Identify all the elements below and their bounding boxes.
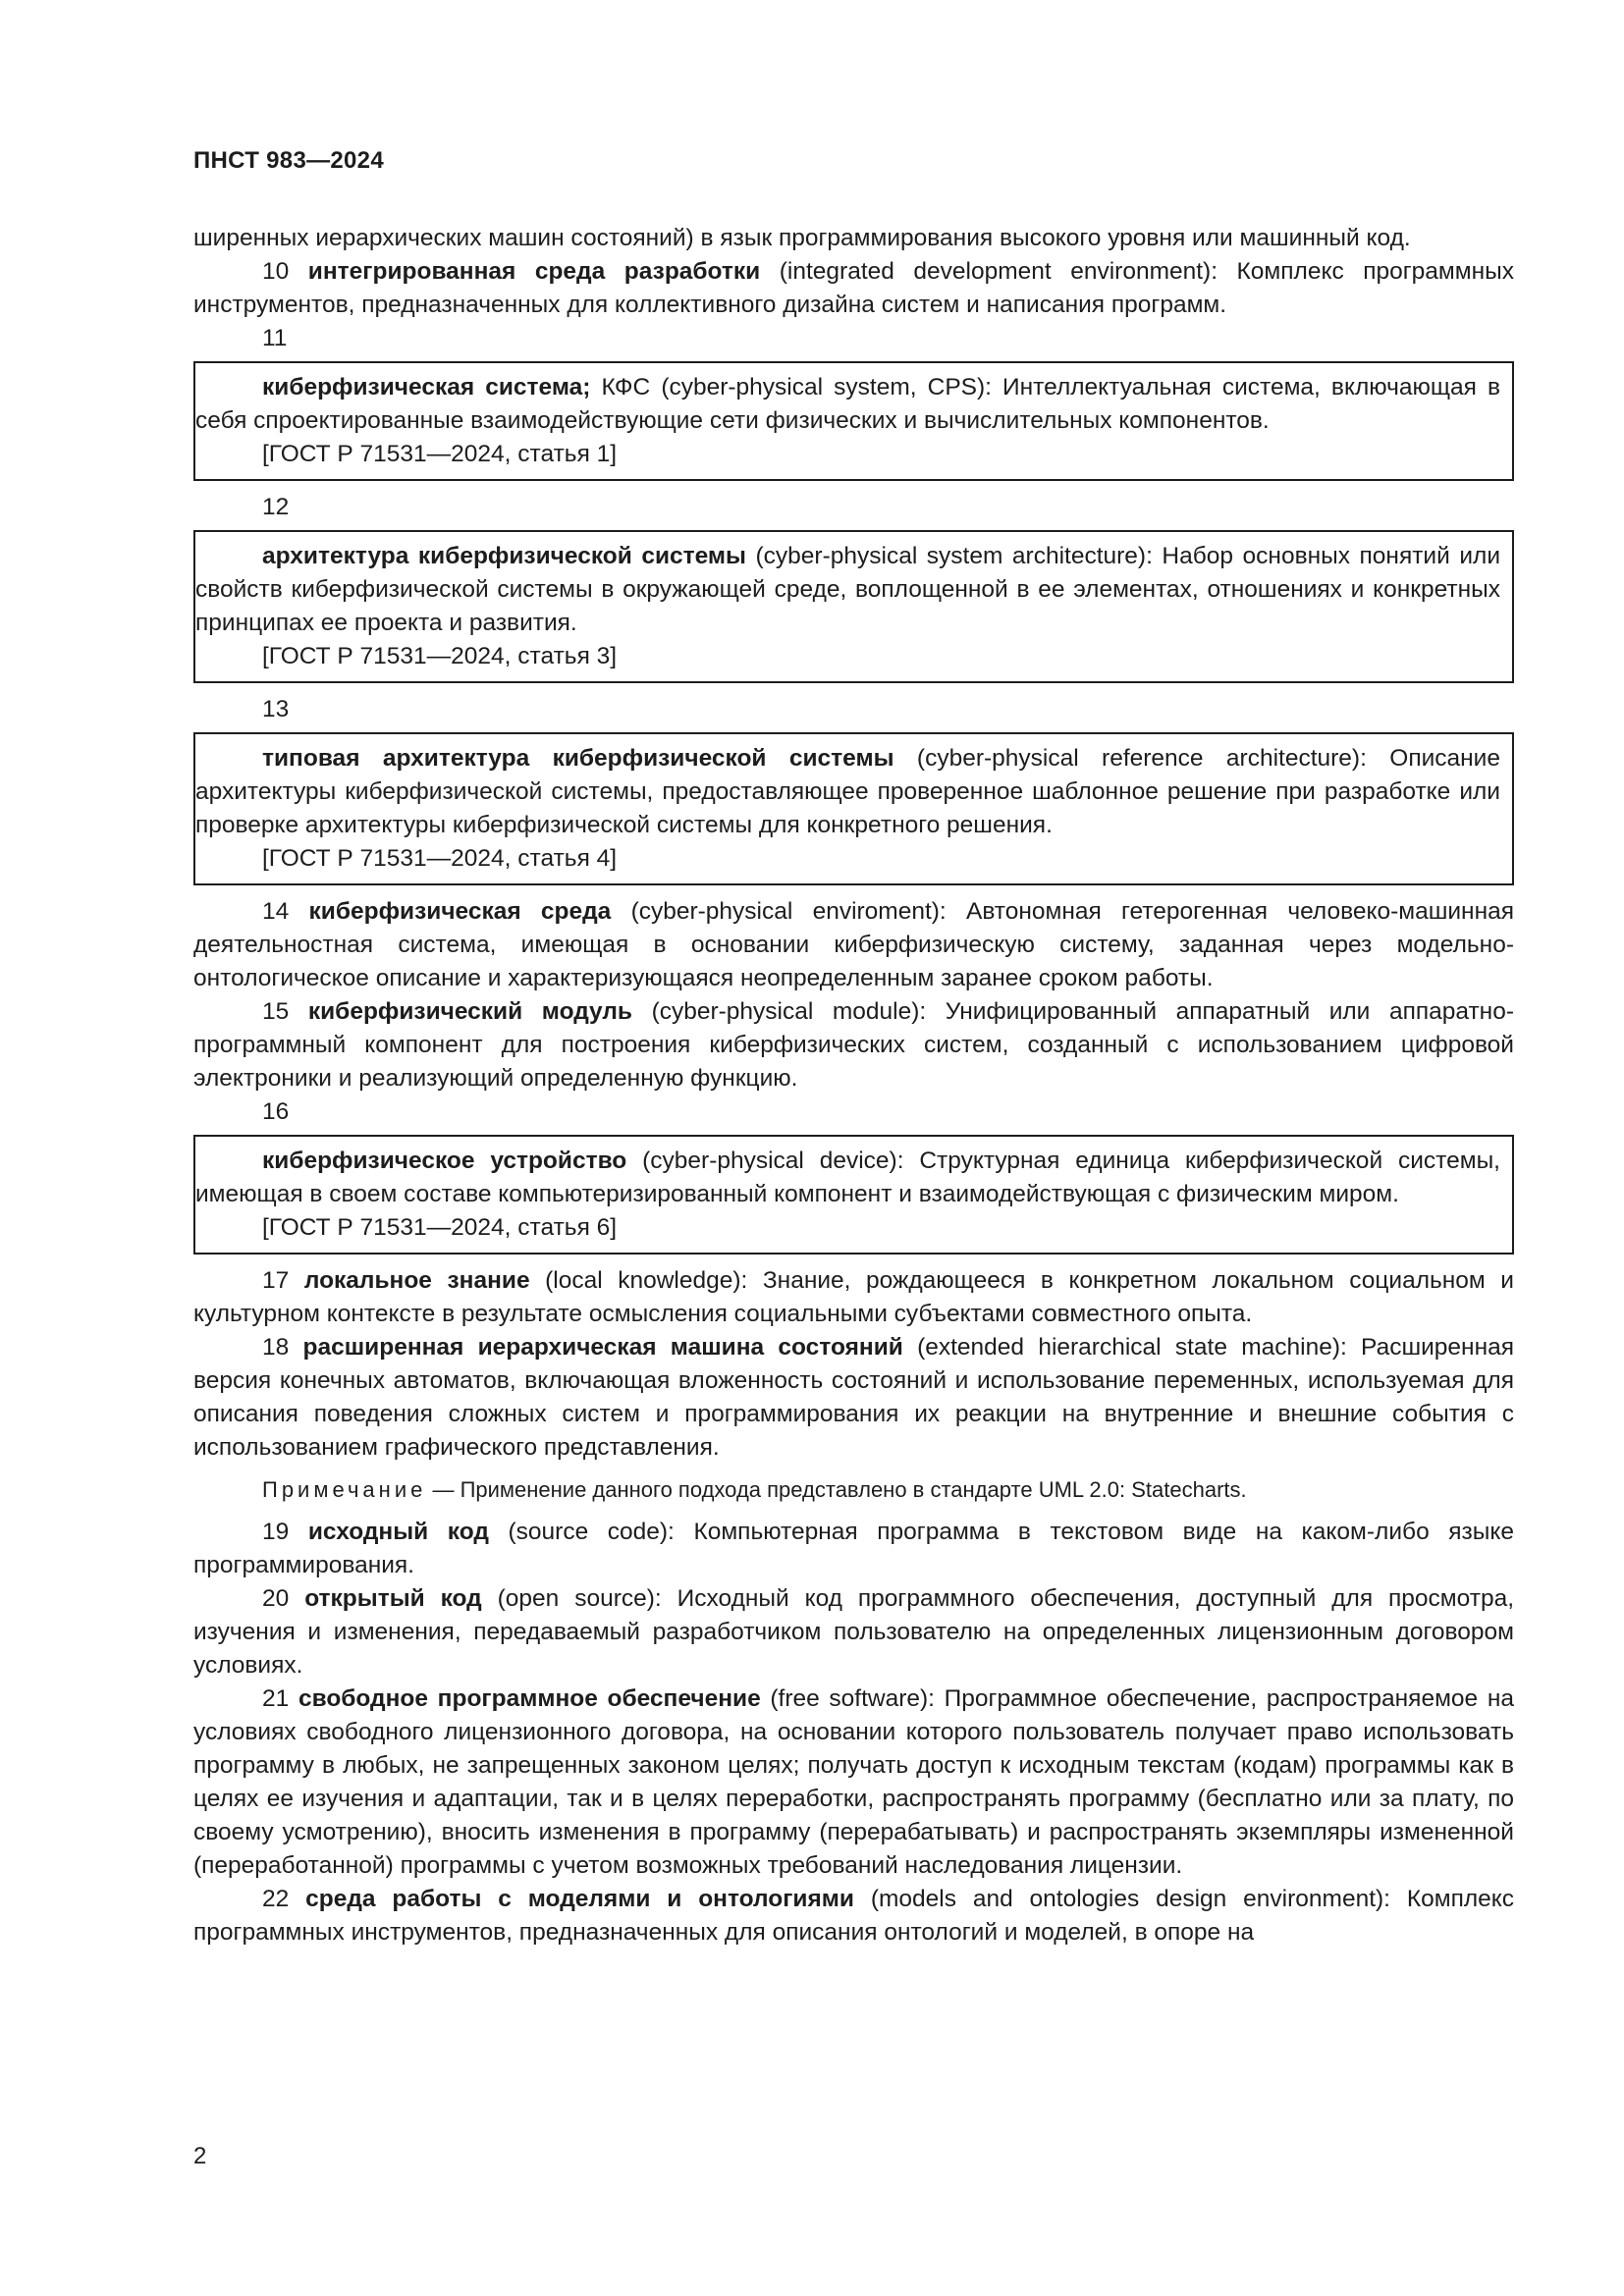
term-entry-21 xyxy=(193,1682,1514,1883)
term-definition: (cyber-physical device): Структурная единица киберфизической системы, имеющая в своем составе компьютеризированный компонент и взаимодействующая с физическим миром. xyxy=(195,1148,1500,1207)
term-name: киберфизическая система; xyxy=(262,374,591,400)
term-entry-16 xyxy=(195,1145,1500,1211)
term-name: локальное знание xyxy=(303,1267,530,1294)
document-header: ПНСТ 983—2024 xyxy=(193,147,384,174)
term-number-11: 11 xyxy=(262,325,288,351)
term-entry-18 xyxy=(193,1331,1514,1465)
term-definition: (cyber-physical module): Унифицированный аппаратный или аппаратно-программный компонент для построения киберфизических систем, созданный с использованием цифровой электроники и реализующий определенную функцию. xyxy=(193,998,1514,1092)
term-definition: (cyber-physical reference architecture): Описание архитектуры киберфизической системы, предоставляющее проверенное шаблонное решение при разработке или проверке архитектуры киберфизической системы для конкретного решения. xyxy=(195,745,1500,838)
term-box-11 xyxy=(193,361,1514,481)
note xyxy=(193,1474,1514,1506)
term-entry-12 xyxy=(195,540,1500,640)
term-entry-10 xyxy=(193,255,1514,322)
term-definition: (extended hierarchical state machine): Расширенная версия конечных автоматов, включающая вложенность состояний и использование переменных, используемая для описания поведения сложных систем и программирования их реакции на внутренние и внешние события с использованием графического представления. xyxy=(193,1334,1514,1461)
term-definition: (integrated development environment): Комплекс программных инструментов, предназначенных для коллективного дизайна систем и написания программ. xyxy=(193,258,1514,318)
intro-paragraph: ширенных иерархических машин состояний) в язык программирования высокого уровня или машинный код. xyxy=(193,225,1411,251)
term-name: среда работы с моделями и онтологиями xyxy=(305,1886,854,1912)
term-number: 20 xyxy=(262,1585,290,1612)
term-number: 18 xyxy=(262,1334,290,1361)
term-number: 17 xyxy=(262,1267,290,1294)
term-box-12 xyxy=(193,530,1514,683)
document-body xyxy=(193,222,1514,1949)
term-name: исходный код xyxy=(307,1519,489,1545)
term-reference: [ГОСТ Р 71531—2024, статья 3] xyxy=(262,643,618,669)
term-definition: КФС (cyber-physical system, CPS): Интеллектуальная система, включающая в себя спроектированные взаимодействующие сети физических и вычислительных компонентов. xyxy=(195,374,1500,434)
term-entry-17 xyxy=(193,1264,1514,1331)
term-name: открытый код xyxy=(304,1585,482,1612)
term-name: киберфизическая среда xyxy=(308,898,612,925)
term-number: 15 xyxy=(262,998,290,1025)
term-entry-22 xyxy=(193,1883,1514,1949)
note-text: — Применение данного подхода представлено в стандарте UML 2.0: Statecharts. xyxy=(426,1477,1247,1502)
term-name: архитектура киберфизической системы xyxy=(262,543,746,569)
term-number-13: 13 xyxy=(262,696,290,722)
term-reference: [ГОСТ Р 71531—2024, статья 6] xyxy=(262,1214,618,1241)
term-number: 22 xyxy=(262,1886,290,1912)
term-number: 10 xyxy=(262,258,290,285)
term-number-12: 12 xyxy=(262,494,290,520)
term-reference: [ГОСТ Р 71531—2024, статья 1] xyxy=(262,441,618,467)
note-label: Примечание xyxy=(262,1477,427,1502)
term-number-16: 16 xyxy=(262,1098,290,1125)
term-entry-20 xyxy=(193,1582,1514,1682)
term-number: 19 xyxy=(262,1519,290,1545)
term-definition: (cyber-physical system architecture): Набор основных понятий или свойств киберфизической системы в окружающей среде, воплощенной в ее элементах, отношениях и конкретных принципах ее проекта и развития. xyxy=(195,543,1501,636)
term-name: интегрированная среда разработки xyxy=(307,258,761,285)
term-definition: (free software): Программное обеспечение, распространяемое на условиях свободного лицензионного договора, на основании которого пользователь получает право использовать программу в любых, не запрещенных законом целях; получать доступ к исходным текстам (кодам) программы как в целях ее изучения и адаптации, так и в целях переработки, распространять программу (бесплатно или за плату, по своему усмотрению), вносить изменения в программу (перерабатывать) и распространять экземпляры измененной (переработанной) программы с учетом возможных требований наследования лицензии. xyxy=(193,1685,1515,1879)
term-name: расширенная иерархическая машина состояний xyxy=(302,1334,903,1361)
term-definition: (source code): Компьютерная программа в текстовом виде на каком-либо языке программирования. xyxy=(193,1519,1514,1578)
term-number: 21 xyxy=(262,1685,290,1712)
term-reference: [ГОСТ Р 71531—2024, статья 4] xyxy=(262,845,618,872)
term-name: свободное программное обеспечение xyxy=(298,1685,761,1712)
term-definition: (cyber-physical enviroment): Автономная гетерогенная человеко-машинная деятельностная система, имеющая в основании киберфизическую систему, заданная через модельно-онтологическое описание и характеризующаяся неопределенным заранее сроком работы. xyxy=(193,898,1514,991)
term-definition: (open source): Исходный код программного обеспечения, доступный для просмотра, изучения и изменения, передаваемый разработчиком пользователю на определенных лицензионным договором условиях. xyxy=(193,1585,1514,1679)
term-name: киберфизическое устройство xyxy=(262,1148,627,1174)
term-box-13 xyxy=(193,732,1514,885)
term-entry-13 xyxy=(195,742,1500,842)
term-definition: (models and ontologies design environment): Комплекс программных инструментов, предназначенных для описания онтологий и моделей, в опоре на xyxy=(193,1886,1514,1946)
term-entry-14 xyxy=(193,895,1514,995)
term-name: киберфизический модуль xyxy=(307,998,632,1025)
term-entry-19 xyxy=(193,1516,1514,1582)
term-entry-15 xyxy=(193,995,1514,1095)
page-number: 2 xyxy=(193,2143,207,2169)
term-number: 14 xyxy=(262,898,290,925)
term-definition: (local knowledge): Знание, рождающееся в конкретном локальном социальном и культурном контексте в результате осмысления социальными субъектами совместного опыта. xyxy=(193,1267,1514,1327)
term-entry-11 xyxy=(195,371,1500,438)
term-name: типовая архитектура киберфизической системы xyxy=(262,745,894,772)
term-box-16 xyxy=(193,1135,1514,1255)
